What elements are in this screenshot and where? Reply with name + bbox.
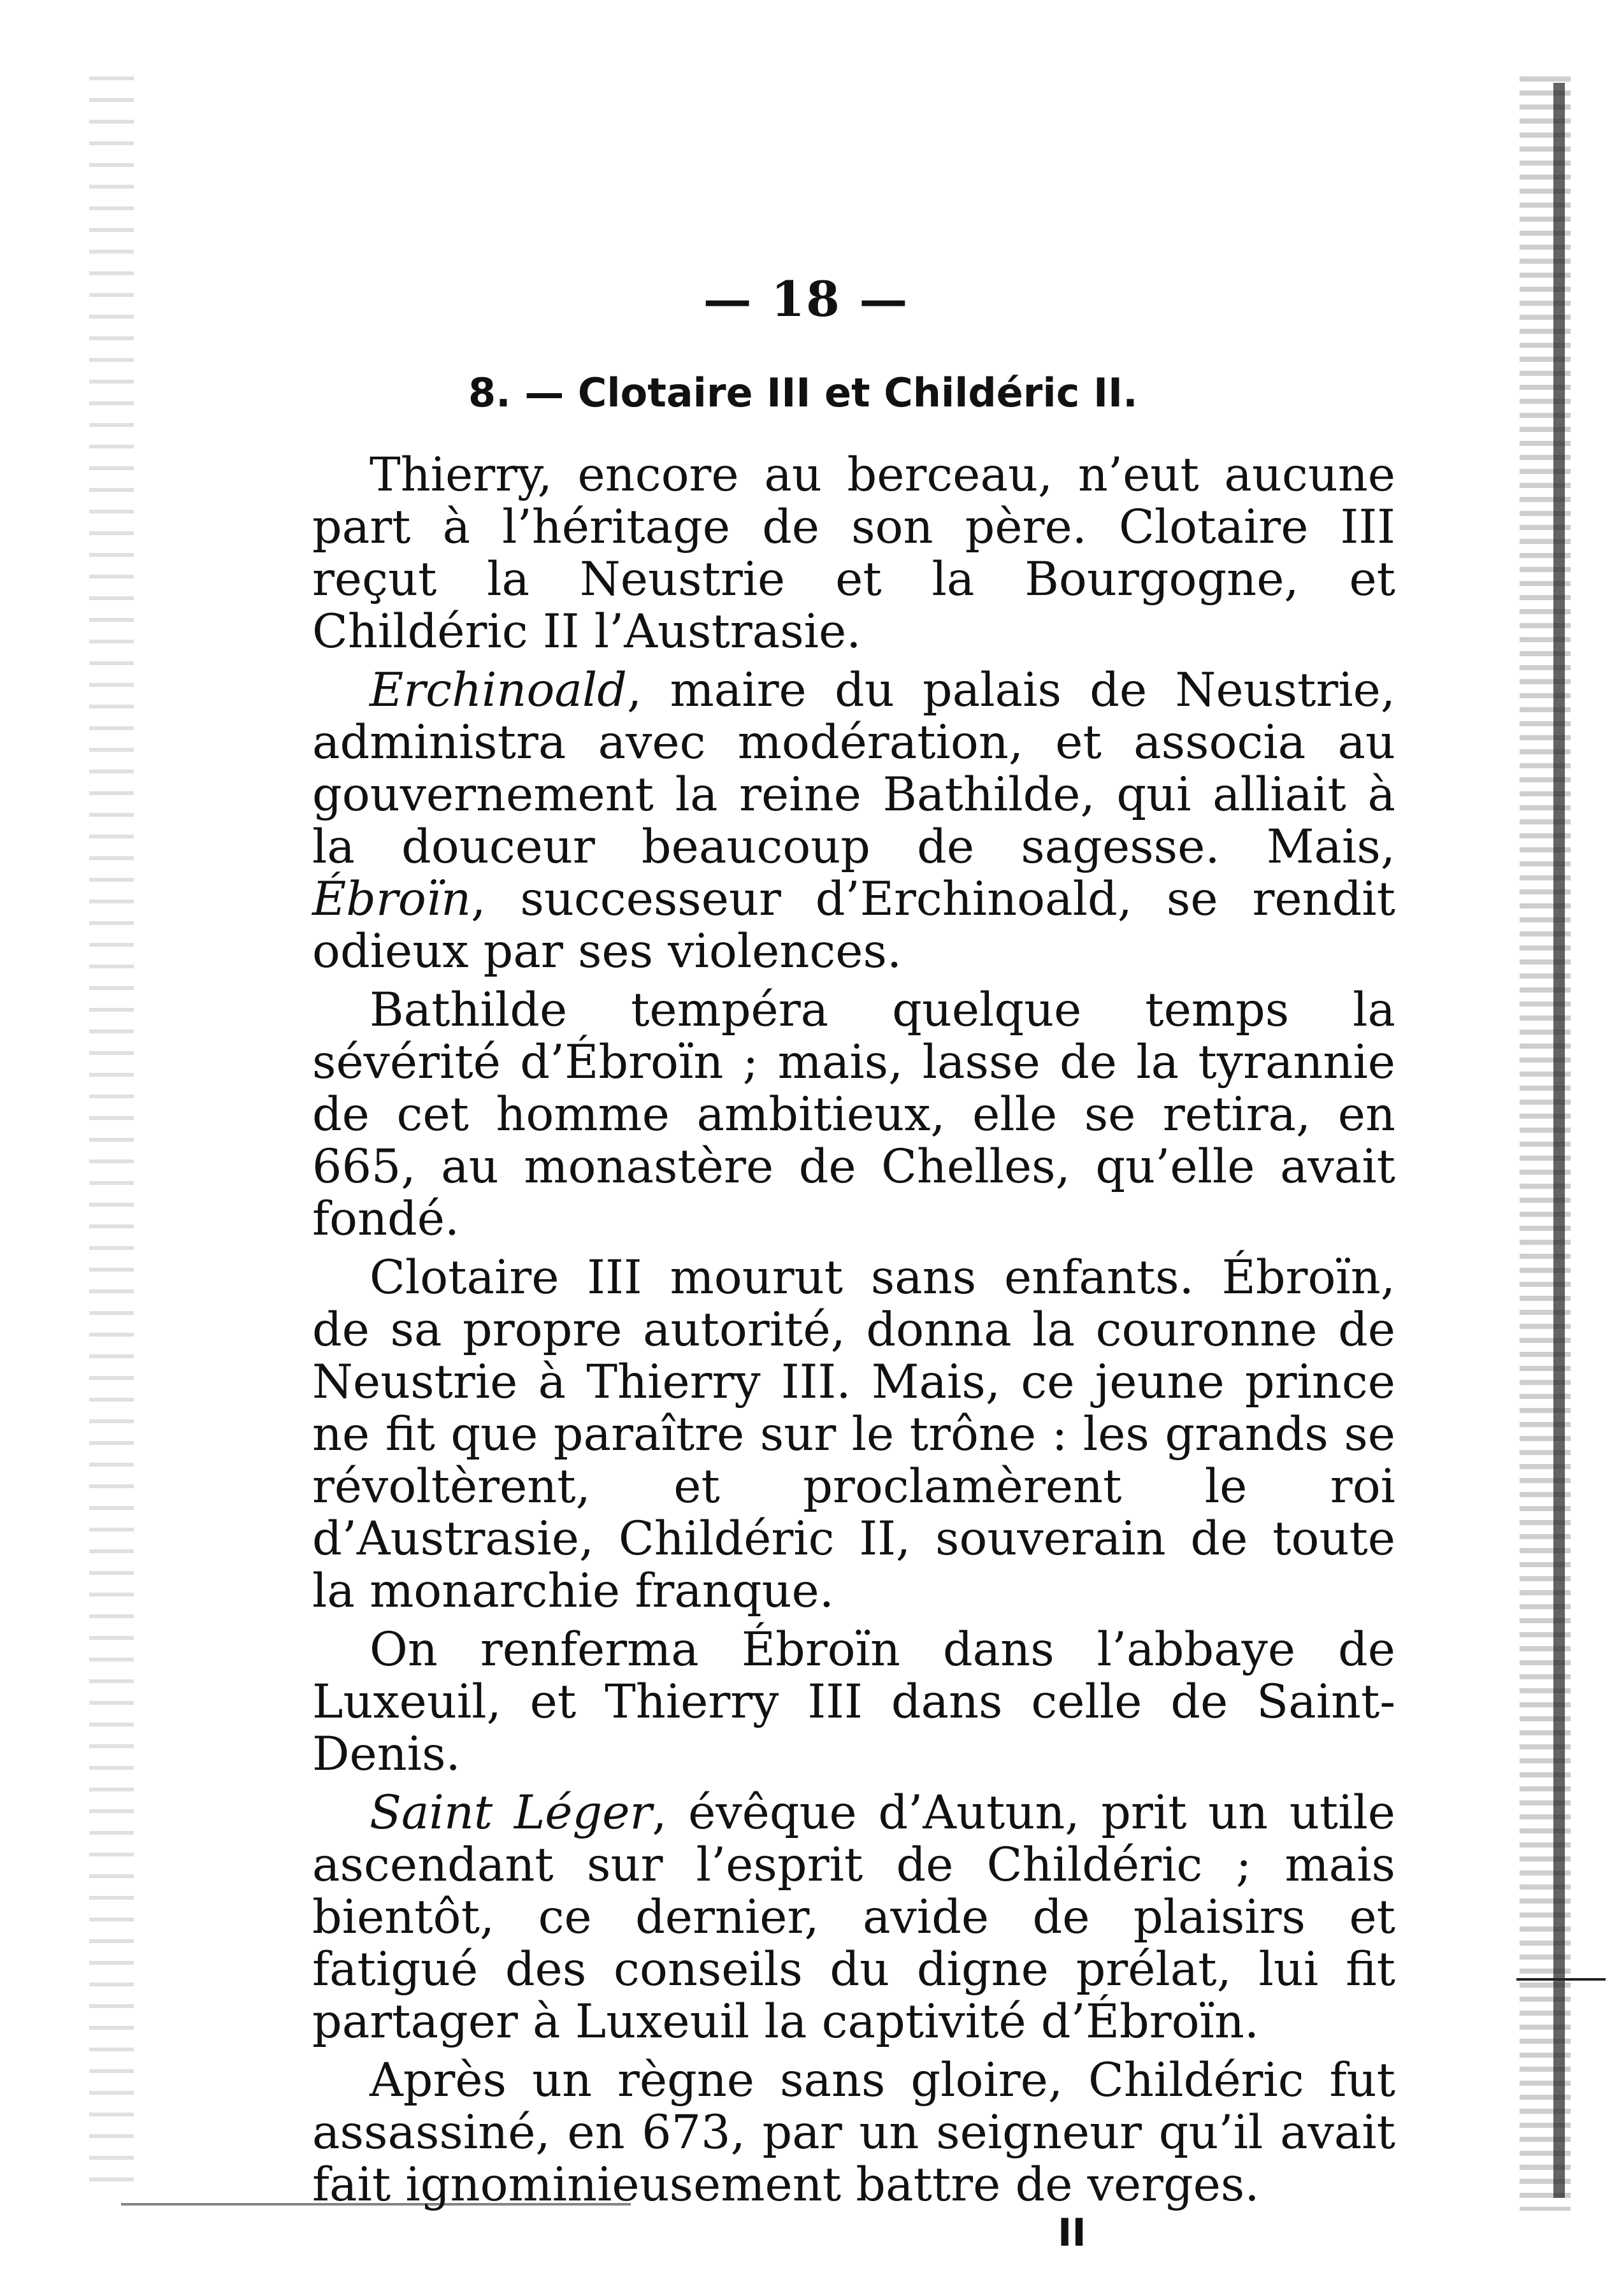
paragraph <box>312 984 1395 1245</box>
paragraph-text: On renferma Ébroïn dans l’abbaye de Luxeuil, et Thierry III dans celle de Saint-Denis. <box>312 1623 1395 1781</box>
body-text <box>312 449 1395 2211</box>
italic-name: Saint Léger <box>370 1786 652 1840</box>
paragraph-text: Clotaire III mourut sans enfants. Ébroïn, de sa propre autorité, donna la couronne de Neustrie à Thierry III. Mais, ce jeune prince ne fit que paraître sur le trône : les grands se révoltèrent, et proclamèrent le roi d’Austrasie, Childéric II, souverain de toute la monarchie franque. <box>312 1251 1395 1618</box>
paragraph <box>312 2055 1395 2211</box>
binding-edge <box>1553 83 1565 2198</box>
paragraph-text: Après un règne sans gloire, Childéric fut assassiné, en 673, par un seigneur qu’il avait fait ignominieusement battre de verges. <box>312 2053 1395 2212</box>
paragraph-text: , évêque d’Autun, prit un utile ascendant sur l’esprit de Childéric ; mais bientôt, ce dernier, avide de plaisirs et fatigué des conseils du digne prélat, lui fit partager à Luxeuil la captivité d’Ébroïn. <box>312 1786 1395 2049</box>
paragraph <box>312 1252 1395 1618</box>
page-number: — 18 — <box>703 271 909 327</box>
paragraph <box>312 1624 1395 1781</box>
paragraph <box>312 664 1395 978</box>
scan-edge-left <box>89 76 134 2192</box>
signature-mark: II <box>1058 2211 1086 2255</box>
paragraph <box>312 1787 1395 2048</box>
italic-name: Ébroïn <box>312 872 471 926</box>
margin-rule <box>1516 1978 1606 1981</box>
paragraph-text: , maire du palais de Neustrie, administra avec modération, et associa au gouvernement la reine Bathilde, qui alliait à la douceur beaucoup de sagesse. Mais, <box>312 663 1395 874</box>
paragraph <box>312 449 1395 658</box>
paragraph-text: Bathilde tempéra quelque temps la sévérité d’Ébroïn ; mais, lasse de la tyrannie de cet homme ambitieux, elle se retira, en 665, au monastère de Chelles, qu’elle avait fondé. <box>312 983 1395 1246</box>
paragraph-text: , successeur d’Erchinoald, se rendit odieux par ses violences. <box>312 872 1395 979</box>
italic-name: Erchinoald <box>370 663 627 717</box>
paragraph-text: Thierry, encore au berceau, n’eut aucune part à l’héritage de son père. Clotaire III reçut la Neustrie et la Bourgogne, et Childéric II l’Austrasie. <box>312 448 1395 659</box>
chapter-title: 8. — Clotaire III et Childéric II. <box>468 370 1138 416</box>
